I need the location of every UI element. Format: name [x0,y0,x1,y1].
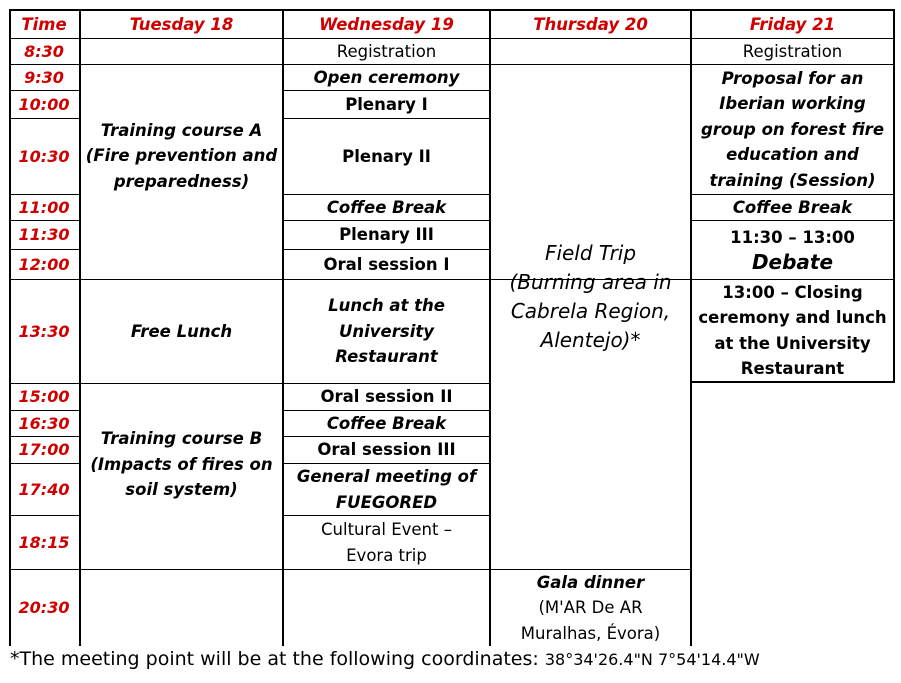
oral-session-2: Oral session II [320,387,453,407]
general-meeting: General meeting of FUEGORED [296,467,477,512]
time-slot: 11:00 [18,197,70,217]
debate: 11:30 – 13:00 Debate [730,227,855,274]
plenary-1: Plenary I [345,94,428,114]
time-slot: 12:00 [18,254,70,274]
oral-session-1: Oral session I [323,254,450,274]
time-slot: 20:30 [18,598,70,618]
training-course-b: Training course B (Impacts of fires on soil system) [90,429,273,500]
footnote-text: *The meeting point will be at the following coordinates: [10,648,539,670]
footnote [10,648,760,670]
time-slot: 9:30 [24,67,64,87]
schedule-table [9,9,895,646]
proposal-session: Proposal for an Iberian working group on forest fire education and training (Session) [700,68,885,190]
coffee-break-afternoon: Coffee Break [326,413,447,433]
header-friday: Friday 21 [749,14,836,34]
cultural-event: Cultural Event – Evora trip [321,520,452,565]
header-thursday: Thursday 20 [533,14,648,34]
field-trip: Field Trip (Burning area in Cabrela Region, Alentejo)* [509,241,672,352]
time-slot: 13:30 [18,321,70,341]
time-slot: 11:30 [18,225,70,245]
lunch-university: Lunch at the University Restaurant [328,296,445,367]
coffee-break-friday: Coffee Break [732,197,853,217]
registration-wednesday: Registration [336,41,437,61]
time-slot: 8:30 [24,41,64,61]
footnote-coordinates: 38°34'26.4"N 7°54'14.4"W [544,650,760,669]
header-tuesday: Tuesday 18 [129,14,234,34]
registration-friday: Registration [742,41,843,61]
oral-session-3: Oral session III [317,440,456,460]
time-slot: 10:00 [18,94,70,114]
time-slot: 17:40 [18,479,70,499]
header-time: Time [21,14,67,34]
free-lunch: Free Lunch [130,321,233,341]
time-slot: 15:00 [18,387,70,407]
time-slot: 17:00 [18,440,70,460]
plenary-2: Plenary II [342,146,431,166]
coffee-break-morning: Coffee Break [326,197,447,217]
training-course-a: Training course A (Fire prevention and preparedness) [85,120,278,191]
closing-ceremony: 13:00 – Closing ceremony and lunch at the University Restaurant [698,282,887,378]
plenary-3: Plenary III [339,225,434,245]
gala-dinner: Gala dinner (M'AR De AR Muralhas, Évora) [520,572,661,643]
open-ceremony: Open ceremony [313,67,460,87]
time-slot: 18:15 [18,532,70,552]
time-slot: 16:30 [18,413,70,433]
time-slot: 10:30 [18,146,70,166]
header-wednesday: Wednesday 19 [319,14,454,34]
